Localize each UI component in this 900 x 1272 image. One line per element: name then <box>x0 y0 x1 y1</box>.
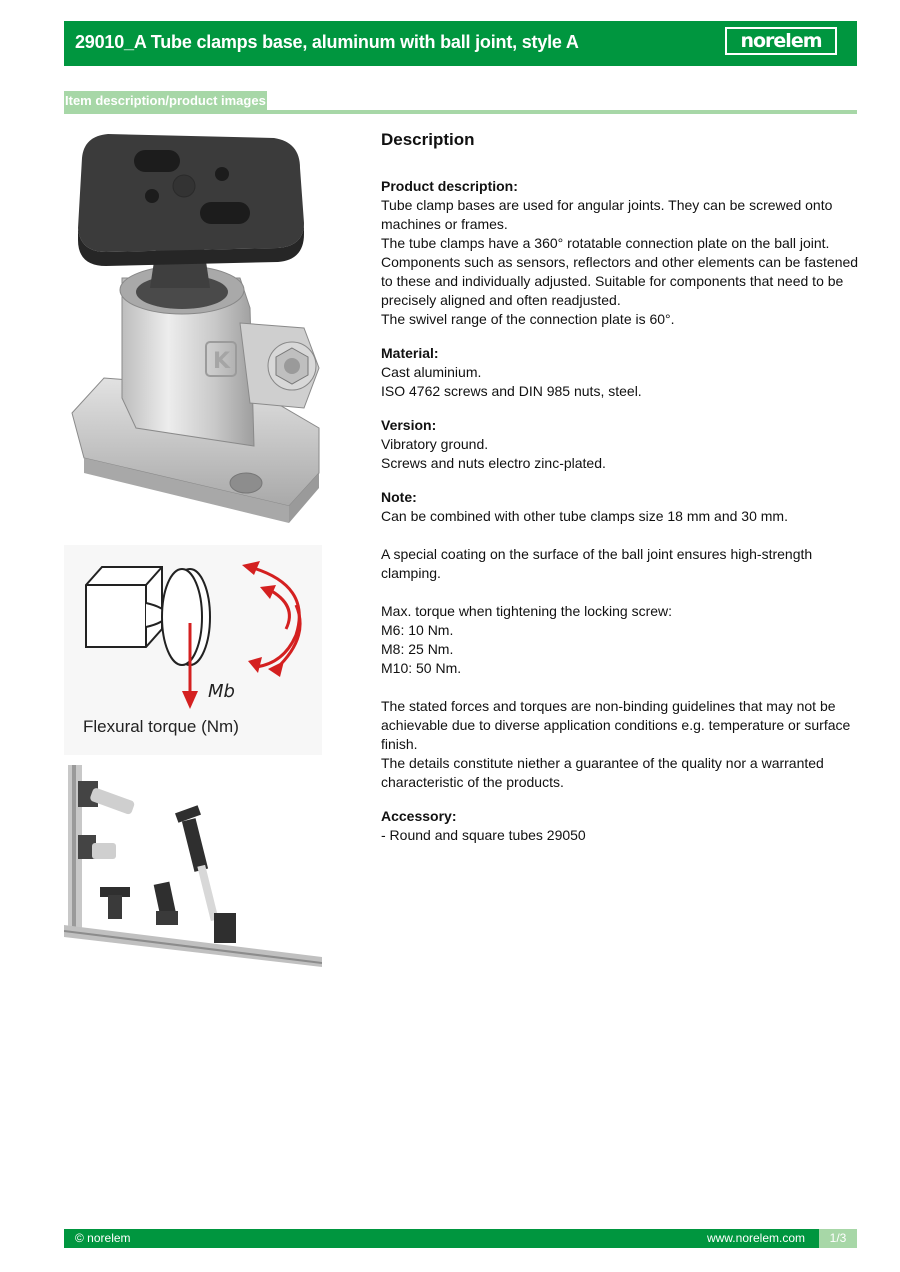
disclaimer-line: The stated forces and torques are non-binding guidelines that may not be achievable due to diverse application conditions e.g. temperature or surface finish. <box>381 698 851 752</box>
version-line: Screws and nuts electro zinc-plated. <box>381 455 606 471</box>
version-line: Vibratory ground. <box>381 436 489 452</box>
product-description-label: Product description: <box>381 178 518 194</box>
product-description-line: Components such as sensors, reflectors and other elements can be fastened to these and individually adjusted. Suitable for components that need to be precisely aligned and often readjusted. <box>381 254 859 308</box>
material-label: Material: <box>381 345 439 361</box>
description-panel <box>381 128 859 860</box>
product-image <box>64 128 322 538</box>
version-block <box>381 416 859 473</box>
svg-text:K: K <box>213 349 231 374</box>
footer-copyright: © norelem <box>75 1231 131 1245</box>
torque-line: M10: 50 Nm. <box>381 660 462 676</box>
norelem-logo <box>725 27 837 55</box>
torque-caption: Flexural torque (Nm) <box>83 717 239 736</box>
product-description-line: The swivel range of the connection plate is 60°. <box>381 311 675 327</box>
material-block <box>381 344 859 401</box>
note-block <box>381 488 859 526</box>
accessory-line: - Round and square tubes 29050 <box>381 827 586 843</box>
accessory-block <box>381 807 859 845</box>
section-tab: Item description/product images <box>65 93 266 108</box>
product-description-line: Tube clamp bases are used for angular joints. They can be screwed onto machines or frames. <box>381 197 833 232</box>
torque-line: M8: 25 Nm. <box>381 641 454 657</box>
material-line: Cast aluminium. <box>381 364 482 380</box>
torque-intro: Max. torque when tightening the locking screw: <box>381 603 673 619</box>
coating-text: A special coating on the surface of the ball joint ensures high-strength clamping. <box>381 546 813 581</box>
application-illustration <box>64 765 322 967</box>
material-line: ISO 4762 screws and DIN 985 nuts, steel. <box>381 383 642 399</box>
page-number: 1/3 <box>819 1229 857 1248</box>
page-header <box>64 21 857 66</box>
torque-line: M6: 10 Nm. <box>381 622 454 638</box>
tube-clamp-illustration <box>64 128 322 538</box>
footer-website-link[interactable]: www.norelem.com <box>706 1231 805 1245</box>
note-line: Can be combined with other tube clamps size 18 mm and 30 mm. <box>381 508 788 524</box>
page-footer <box>64 1229 857 1248</box>
torque-diagram <box>64 545 322 755</box>
note-label: Note: <box>381 489 417 505</box>
product-description <box>381 177 859 329</box>
disclaimer-line: The details constitute niether a guarantee of the quality nor a warranted characteristic of the products. <box>381 755 824 790</box>
disclaimer-block <box>381 697 859 792</box>
mb-label: Mb <box>208 681 235 702</box>
torque-block <box>381 602 859 678</box>
section-divider <box>64 110 857 114</box>
page-title: 29010_A Tube clamps base, aluminum with ball joint, style A <box>75 32 579 52</box>
application-image <box>64 765 322 967</box>
version-label: Version: <box>381 417 437 433</box>
logo-text: norelem <box>740 29 822 52</box>
product-description-line: The tube clamps have a 360° rotatable connection plate on the ball joint. <box>381 235 830 251</box>
description-heading: Description <box>381 130 475 149</box>
accessory-label: Accessory: <box>381 808 457 824</box>
